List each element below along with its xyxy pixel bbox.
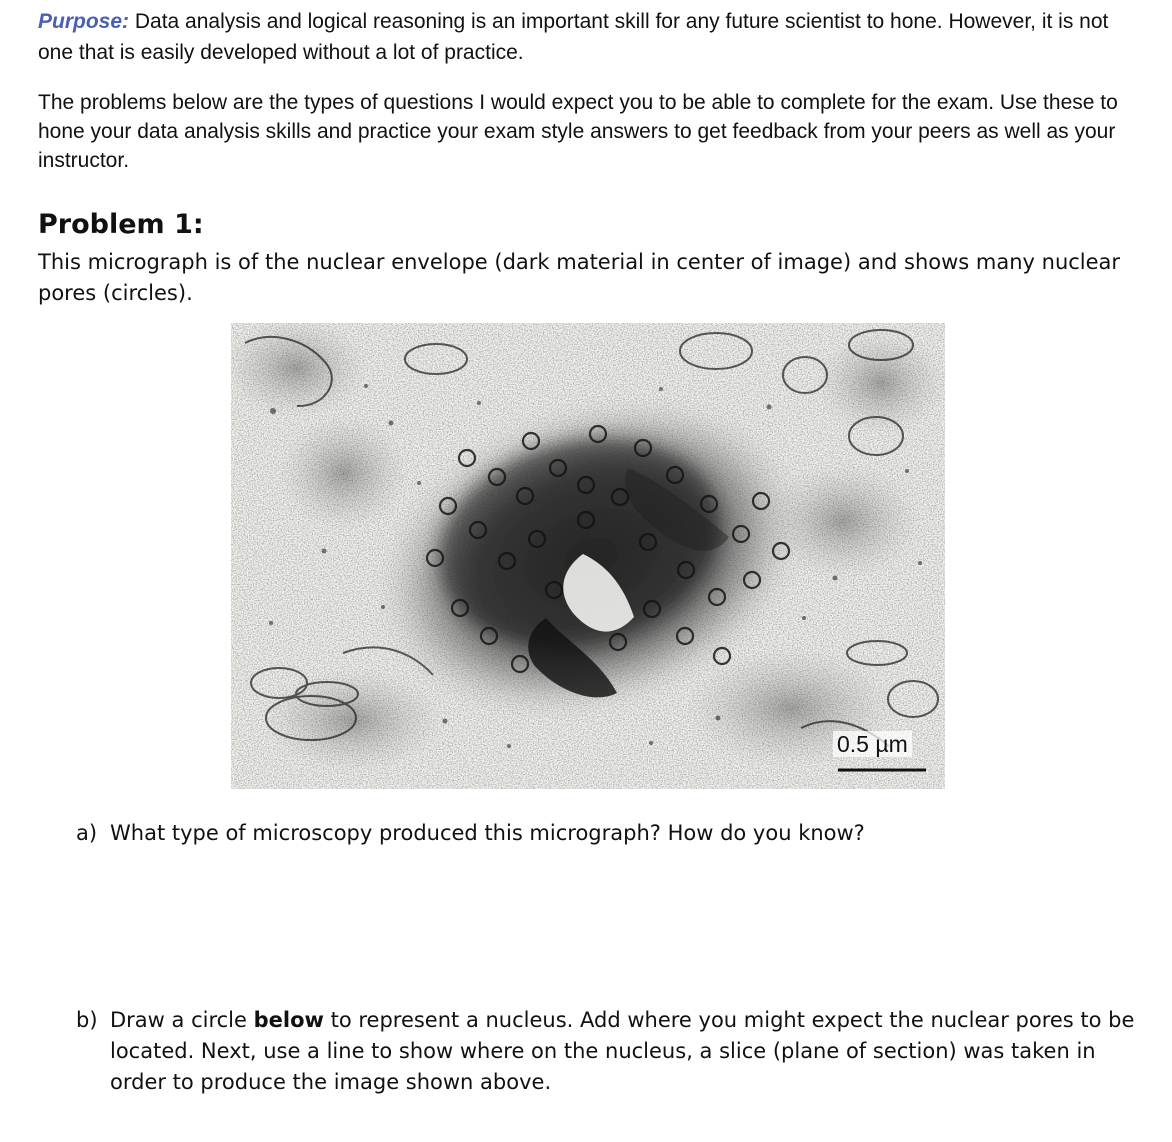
question-b-body (110, 1005, 1136, 1098)
question-a-text: What type of microscopy produced this micrograph? How do you know? (110, 821, 865, 845)
question-b (76, 1005, 1136, 1098)
question-a (76, 818, 1136, 849)
problem-title: Problem 1: (38, 209, 204, 240)
purpose-text: Data analysis and logical reasoning is an important skill for any future scientist to hone. However, it is not one that is easily developed without a lot of practice. (38, 10, 1109, 64)
scale-bar-label: 0.5 µm (833, 731, 912, 757)
question-b-text-before: Draw a circle (110, 1008, 254, 1032)
question-b-text-after: to represent a nucleus. Add where you might expect the nuclear pores to be located. Next, use a line to show where on the nucleus, a slice (plane of section) was taken in order to produce the image shown above. (110, 1008, 1135, 1094)
question-b-letter: b) (76, 1008, 98, 1032)
purpose-paragraph (38, 6, 1138, 68)
problem-description: This micrograph is of the nuclear envelope (dark material in center of image) and shows many nuclear pores (circles). (38, 250, 1121, 305)
nuclear-envelope-micrograph (231, 323, 945, 789)
intro-paragraph: The problems below are the types of questions I would expect you to be able to complete for the exam. Use these to hone your data analysis skills and practice your exam style answers to get feedback from your peers as well as your instructor. (38, 91, 1118, 172)
micrograph-image (231, 323, 945, 789)
question-b-emphasis: below (253, 1008, 324, 1032)
purpose-label: Purpose: (38, 10, 130, 33)
question-a-letter: a) (76, 821, 98, 845)
